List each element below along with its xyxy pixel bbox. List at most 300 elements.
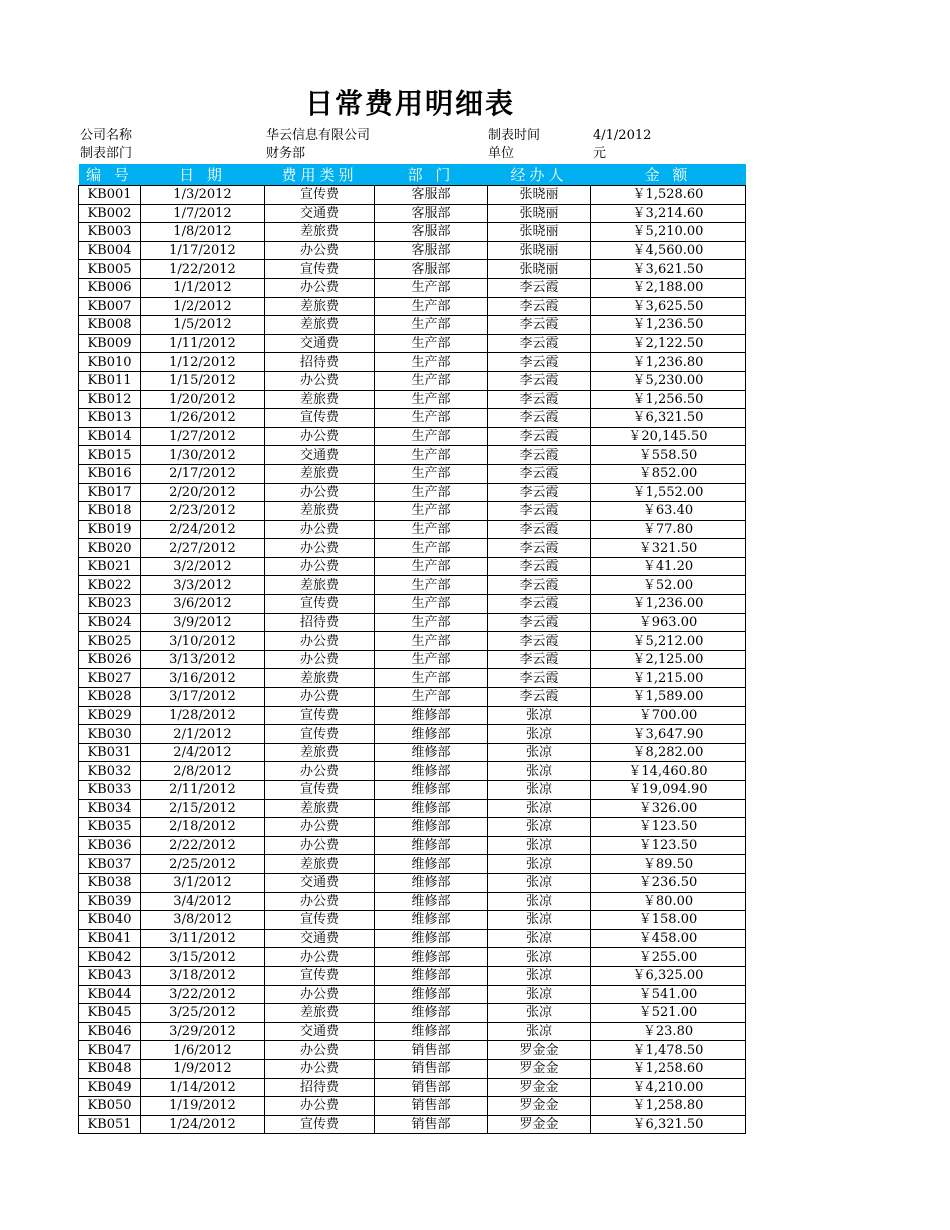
cell-amount[interactable]: ￥1,256.50 [591, 390, 746, 409]
cell-date[interactable]: 1/11/2012 [141, 334, 265, 353]
cell-amount[interactable]: ￥963.00 [591, 613, 746, 632]
cell-amount[interactable]: ￥1,258.80 [591, 1097, 746, 1116]
cell-handler[interactable]: 李云霞 [488, 632, 591, 651]
cell-department[interactable]: 客服部 [375, 223, 488, 242]
cell-handler[interactable]: 张凉 [488, 743, 591, 762]
cell-handler[interactable]: 张晓丽 [488, 223, 591, 242]
cell-category[interactable]: 办公费 [265, 278, 375, 297]
cell-category[interactable]: 差旅费 [265, 855, 375, 874]
cell-date[interactable]: 1/26/2012 [141, 409, 265, 428]
cell-date[interactable]: 1/22/2012 [141, 260, 265, 279]
cell-handler[interactable]: 李云霞 [488, 464, 591, 483]
cell-department[interactable]: 生产部 [375, 278, 488, 297]
cell-id[interactable]: KB018 [79, 502, 141, 521]
cell-department[interactable]: 生产部 [375, 650, 488, 669]
cell-id[interactable]: KB031 [79, 743, 141, 762]
cell-date[interactable]: 1/20/2012 [141, 390, 265, 409]
cell-id[interactable]: KB024 [79, 613, 141, 632]
cell-category[interactable]: 差旅费 [265, 502, 375, 521]
header-department[interactable]: 部 门 [375, 164, 488, 186]
cell-amount[interactable]: ￥41.20 [591, 557, 746, 576]
cell-handler[interactable]: 李云霞 [488, 669, 591, 688]
cell-amount[interactable]: ￥1,478.50 [591, 1041, 746, 1060]
cell-date[interactable]: 3/3/2012 [141, 576, 265, 595]
cell-category[interactable]: 办公费 [265, 1097, 375, 1116]
cell-id[interactable]: KB021 [79, 557, 141, 576]
cell-category[interactable]: 宣传费 [265, 911, 375, 930]
cell-department[interactable]: 销售部 [375, 1041, 488, 1060]
cell-category[interactable]: 办公费 [265, 688, 375, 707]
cell-handler[interactable]: 罗金金 [488, 1078, 591, 1097]
cell-amount[interactable]: ￥558.50 [591, 446, 746, 465]
cell-date[interactable]: 2/15/2012 [141, 799, 265, 818]
cell-amount[interactable]: ￥23.80 [591, 1022, 746, 1041]
cell-amount[interactable]: ￥158.00 [591, 911, 746, 930]
cell-department[interactable]: 客服部 [375, 260, 488, 279]
cell-date[interactable]: 2/1/2012 [141, 725, 265, 744]
cell-handler[interactable]: 张凉 [488, 911, 591, 930]
cell-id[interactable]: KB047 [79, 1041, 141, 1060]
cell-handler[interactable]: 李云霞 [488, 334, 591, 353]
cell-date[interactable]: 1/24/2012 [141, 1115, 265, 1134]
cell-department[interactable]: 维修部 [375, 836, 488, 855]
cell-date[interactable]: 1/2/2012 [141, 297, 265, 316]
cell-amount[interactable]: ￥1,528.60 [591, 186, 746, 205]
cell-id[interactable]: KB025 [79, 632, 141, 651]
cell-date[interactable]: 2/24/2012 [141, 520, 265, 539]
cell-amount[interactable]: ￥52.00 [591, 576, 746, 595]
cell-amount[interactable]: ￥1,552.00 [591, 483, 746, 502]
cell-department[interactable]: 生产部 [375, 334, 488, 353]
cell-handler[interactable]: 李云霞 [488, 316, 591, 335]
cell-category[interactable]: 办公费 [265, 1059, 375, 1078]
cell-handler[interactable]: 李云霞 [488, 297, 591, 316]
cell-category[interactable]: 招待费 [265, 613, 375, 632]
cell-handler[interactable]: 李云霞 [488, 520, 591, 539]
cell-department[interactable]: 销售部 [375, 1115, 488, 1134]
cell-date[interactable]: 1/6/2012 [141, 1041, 265, 1060]
cell-category[interactable]: 宣传费 [265, 1115, 375, 1134]
cell-id[interactable]: KB022 [79, 576, 141, 595]
cell-date[interactable]: 3/4/2012 [141, 892, 265, 911]
cell-category[interactable]: 差旅费 [265, 669, 375, 688]
cell-handler[interactable]: 张凉 [488, 818, 591, 837]
cell-department[interactable]: 维修部 [375, 911, 488, 930]
cell-id[interactable]: KB017 [79, 483, 141, 502]
cell-amount[interactable]: ￥321.50 [591, 539, 746, 558]
cell-handler[interactable]: 李云霞 [488, 483, 591, 502]
cell-id[interactable]: KB044 [79, 985, 141, 1004]
cell-handler[interactable]: 张凉 [488, 855, 591, 874]
cell-date[interactable]: 1/19/2012 [141, 1097, 265, 1116]
cell-amount[interactable]: ￥14,460.80 [591, 762, 746, 781]
cell-handler[interactable]: 罗金金 [488, 1041, 591, 1060]
cell-amount[interactable]: ￥63.40 [591, 502, 746, 521]
cell-handler[interactable]: 张凉 [488, 836, 591, 855]
header-handler[interactable]: 经办人 [488, 164, 591, 186]
cell-date[interactable]: 1/14/2012 [141, 1078, 265, 1097]
cell-handler[interactable]: 张凉 [488, 1022, 591, 1041]
cell-category[interactable]: 办公费 [265, 650, 375, 669]
cell-handler[interactable]: 李云霞 [488, 353, 591, 372]
cell-department[interactable]: 生产部 [375, 576, 488, 595]
cell-department[interactable]: 销售部 [375, 1078, 488, 1097]
cell-category[interactable]: 差旅费 [265, 576, 375, 595]
cell-handler[interactable]: 李云霞 [488, 502, 591, 521]
cell-date[interactable]: 2/22/2012 [141, 836, 265, 855]
cell-handler[interactable]: 张凉 [488, 725, 591, 744]
cell-amount[interactable]: ￥1,589.00 [591, 688, 746, 707]
cell-handler[interactable]: 张晓丽 [488, 204, 591, 223]
cell-id[interactable]: KB019 [79, 520, 141, 539]
cell-amount[interactable]: ￥4,210.00 [591, 1078, 746, 1097]
cell-department[interactable]: 维修部 [375, 818, 488, 837]
cell-date[interactable]: 1/30/2012 [141, 446, 265, 465]
cell-department[interactable]: 维修部 [375, 929, 488, 948]
cell-date[interactable]: 1/5/2012 [141, 316, 265, 335]
cell-id[interactable]: KB037 [79, 855, 141, 874]
cell-handler[interactable]: 李云霞 [488, 278, 591, 297]
cell-handler[interactable]: 张凉 [488, 799, 591, 818]
cell-date[interactable]: 3/10/2012 [141, 632, 265, 651]
cell-category[interactable]: 差旅费 [265, 799, 375, 818]
cell-id[interactable]: KB030 [79, 725, 141, 744]
cell-department[interactable]: 生产部 [375, 613, 488, 632]
cell-department[interactable]: 客服部 [375, 186, 488, 205]
cell-handler[interactable]: 张凉 [488, 781, 591, 800]
cell-amount[interactable]: ￥1,258.60 [591, 1059, 746, 1078]
header-amount[interactable]: 金 额 [591, 164, 746, 186]
header-category[interactable]: 费用类别 [265, 164, 375, 186]
cell-id[interactable]: KB003 [79, 223, 141, 242]
cell-handler[interactable]: 张晓丽 [488, 260, 591, 279]
cell-id[interactable]: KB041 [79, 929, 141, 948]
cell-handler[interactable]: 张凉 [488, 966, 591, 985]
cell-date[interactable]: 2/11/2012 [141, 781, 265, 800]
cell-amount[interactable]: ￥5,230.00 [591, 371, 746, 390]
cell-id[interactable]: KB039 [79, 892, 141, 911]
cell-date[interactable]: 3/15/2012 [141, 948, 265, 967]
cell-date[interactable]: 3/25/2012 [141, 1004, 265, 1023]
cell-amount[interactable]: ￥3,647.90 [591, 725, 746, 744]
cell-department[interactable]: 生产部 [375, 502, 488, 521]
cell-category[interactable]: 宣传费 [265, 186, 375, 205]
cell-date[interactable]: 1/3/2012 [141, 186, 265, 205]
cell-category[interactable]: 办公费 [265, 520, 375, 539]
cell-amount[interactable]: ￥1,236.00 [591, 595, 746, 614]
cell-id[interactable]: KB001 [79, 186, 141, 205]
cell-id[interactable]: KB026 [79, 650, 141, 669]
cell-handler[interactable]: 张凉 [488, 929, 591, 948]
cell-date[interactable]: 3/13/2012 [141, 650, 265, 669]
cell-department[interactable]: 维修部 [375, 1022, 488, 1041]
cell-category[interactable]: 宣传费 [265, 260, 375, 279]
cell-category[interactable]: 办公费 [265, 1041, 375, 1060]
cell-date[interactable]: 2/4/2012 [141, 743, 265, 762]
cell-amount[interactable]: ￥19,094.90 [591, 781, 746, 800]
cell-category[interactable]: 招待费 [265, 1078, 375, 1097]
cell-id[interactable]: KB050 [79, 1097, 141, 1116]
cell-date[interactable]: 1/8/2012 [141, 223, 265, 242]
cell-category[interactable]: 办公费 [265, 948, 375, 967]
cell-department[interactable]: 生产部 [375, 297, 488, 316]
cell-category[interactable]: 办公费 [265, 762, 375, 781]
cell-id[interactable]: KB015 [79, 446, 141, 465]
cell-date[interactable]: 3/22/2012 [141, 985, 265, 1004]
cell-id[interactable]: KB005 [79, 260, 141, 279]
cell-amount[interactable]: ￥5,212.00 [591, 632, 746, 651]
cell-department[interactable]: 维修部 [375, 743, 488, 762]
cell-category[interactable]: 办公费 [265, 539, 375, 558]
cell-amount[interactable]: ￥2,188.00 [591, 278, 746, 297]
cell-id[interactable]: KB040 [79, 911, 141, 930]
cell-amount[interactable]: ￥3,214.60 [591, 204, 746, 223]
cell-amount[interactable]: ￥5,210.00 [591, 223, 746, 242]
cell-date[interactable]: 3/2/2012 [141, 557, 265, 576]
cell-handler[interactable]: 张晓丽 [488, 186, 591, 205]
cell-amount[interactable]: ￥123.50 [591, 818, 746, 837]
cell-category[interactable]: 办公费 [265, 632, 375, 651]
cell-id[interactable]: KB002 [79, 204, 141, 223]
cell-handler[interactable]: 李云霞 [488, 688, 591, 707]
cell-category[interactable]: 差旅费 [265, 390, 375, 409]
cell-id[interactable]: KB043 [79, 966, 141, 985]
cell-id[interactable]: KB014 [79, 427, 141, 446]
cell-handler[interactable]: 李云霞 [488, 595, 591, 614]
cell-handler[interactable]: 张凉 [488, 706, 591, 725]
cell-id[interactable]: KB051 [79, 1115, 141, 1134]
cell-category[interactable]: 宣传费 [265, 409, 375, 428]
cell-amount[interactable]: ￥852.00 [591, 464, 746, 483]
cell-amount[interactable]: ￥2,125.00 [591, 650, 746, 669]
cell-date[interactable]: 2/18/2012 [141, 818, 265, 837]
header-id[interactable]: 编 号 [79, 164, 141, 186]
cell-department[interactable]: 维修部 [375, 985, 488, 1004]
cell-department[interactable]: 生产部 [375, 390, 488, 409]
cell-amount[interactable]: ￥123.50 [591, 836, 746, 855]
cell-date[interactable]: 2/23/2012 [141, 502, 265, 521]
cell-handler[interactable]: 张凉 [488, 948, 591, 967]
cell-category[interactable]: 办公费 [265, 836, 375, 855]
cell-category[interactable]: 差旅费 [265, 1004, 375, 1023]
cell-amount[interactable]: ￥458.00 [591, 929, 746, 948]
cell-handler[interactable]: 张凉 [488, 762, 591, 781]
cell-department[interactable]: 维修部 [375, 799, 488, 818]
cell-date[interactable]: 3/11/2012 [141, 929, 265, 948]
cell-date[interactable]: 2/25/2012 [141, 855, 265, 874]
cell-date[interactable]: 1/12/2012 [141, 353, 265, 372]
cell-handler[interactable]: 张晓丽 [488, 241, 591, 260]
cell-amount[interactable]: ￥541.00 [591, 985, 746, 1004]
cell-id[interactable]: KB016 [79, 464, 141, 483]
cell-department[interactable]: 生产部 [375, 539, 488, 558]
cell-department[interactable]: 维修部 [375, 948, 488, 967]
cell-handler[interactable]: 李云霞 [488, 557, 591, 576]
cell-id[interactable]: KB029 [79, 706, 141, 725]
cell-department[interactable]: 维修部 [375, 725, 488, 744]
cell-category[interactable]: 办公费 [265, 818, 375, 837]
cell-category[interactable]: 办公费 [265, 427, 375, 446]
cell-id[interactable]: KB011 [79, 371, 141, 390]
cell-category[interactable]: 交通费 [265, 929, 375, 948]
cell-id[interactable]: KB028 [79, 688, 141, 707]
cell-date[interactable]: 2/17/2012 [141, 464, 265, 483]
cell-handler[interactable]: 罗金金 [488, 1059, 591, 1078]
cell-id[interactable]: KB038 [79, 873, 141, 892]
cell-id[interactable]: KB009 [79, 334, 141, 353]
cell-department[interactable]: 生产部 [375, 316, 488, 335]
cell-category[interactable]: 办公费 [265, 241, 375, 260]
cell-department[interactable]: 维修部 [375, 855, 488, 874]
cell-department[interactable]: 销售部 [375, 1097, 488, 1116]
cell-category[interactable]: 办公费 [265, 483, 375, 502]
cell-department[interactable]: 生产部 [375, 353, 488, 372]
cell-department[interactable]: 生产部 [375, 669, 488, 688]
cell-department[interactable]: 维修部 [375, 892, 488, 911]
cell-category[interactable]: 差旅费 [265, 464, 375, 483]
cell-amount[interactable]: ￥255.00 [591, 948, 746, 967]
cell-department[interactable]: 客服部 [375, 204, 488, 223]
cell-id[interactable]: KB004 [79, 241, 141, 260]
cell-department[interactable]: 生产部 [375, 371, 488, 390]
cell-category[interactable]: 宣传费 [265, 595, 375, 614]
cell-date[interactable]: 1/7/2012 [141, 204, 265, 223]
cell-id[interactable]: KB023 [79, 595, 141, 614]
cell-category[interactable]: 交通费 [265, 204, 375, 223]
cell-amount[interactable]: ￥20,145.50 [591, 427, 746, 446]
cell-date[interactable]: 3/29/2012 [141, 1022, 265, 1041]
cell-handler[interactable]: 李云霞 [488, 390, 591, 409]
cell-handler[interactable]: 李云霞 [488, 371, 591, 390]
cell-date[interactable]: 3/9/2012 [141, 613, 265, 632]
cell-department[interactable]: 生产部 [375, 557, 488, 576]
cell-date[interactable]: 3/16/2012 [141, 669, 265, 688]
cell-department[interactable]: 生产部 [375, 464, 488, 483]
cell-amount[interactable]: ￥3,625.50 [591, 297, 746, 316]
cell-date[interactable]: 3/8/2012 [141, 911, 265, 930]
cell-date[interactable]: 2/20/2012 [141, 483, 265, 502]
cell-date[interactable]: 1/1/2012 [141, 278, 265, 297]
cell-id[interactable]: KB020 [79, 539, 141, 558]
cell-id[interactable]: KB027 [79, 669, 141, 688]
cell-date[interactable]: 3/6/2012 [141, 595, 265, 614]
header-date[interactable]: 日 期 [141, 164, 265, 186]
cell-handler[interactable]: 张凉 [488, 1004, 591, 1023]
cell-department[interactable]: 生产部 [375, 446, 488, 465]
cell-amount[interactable]: ￥521.00 [591, 1004, 746, 1023]
cell-category[interactable]: 交通费 [265, 334, 375, 353]
cell-department[interactable]: 生产部 [375, 483, 488, 502]
cell-id[interactable]: KB006 [79, 278, 141, 297]
cell-handler[interactable]: 张凉 [488, 892, 591, 911]
cell-amount[interactable]: ￥77.80 [591, 520, 746, 539]
cell-amount[interactable]: ￥326.00 [591, 799, 746, 818]
cell-department[interactable]: 生产部 [375, 520, 488, 539]
cell-id[interactable]: KB012 [79, 390, 141, 409]
cell-department[interactable]: 维修部 [375, 706, 488, 725]
cell-department[interactable]: 客服部 [375, 241, 488, 260]
cell-category[interactable]: 办公费 [265, 892, 375, 911]
cell-id[interactable]: KB032 [79, 762, 141, 781]
cell-department[interactable]: 生产部 [375, 595, 488, 614]
cell-department[interactable]: 生产部 [375, 409, 488, 428]
cell-date[interactable]: 1/17/2012 [141, 241, 265, 260]
cell-handler[interactable]: 李云霞 [488, 650, 591, 669]
cell-date[interactable]: 2/27/2012 [141, 539, 265, 558]
cell-date[interactable]: 1/27/2012 [141, 427, 265, 446]
cell-handler[interactable]: 李云霞 [488, 409, 591, 428]
cell-department[interactable]: 维修部 [375, 873, 488, 892]
cell-amount[interactable]: ￥236.50 [591, 873, 746, 892]
cell-handler[interactable]: 张凉 [488, 985, 591, 1004]
cell-date[interactable]: 1/15/2012 [141, 371, 265, 390]
cell-id[interactable]: KB013 [79, 409, 141, 428]
cell-id[interactable]: KB045 [79, 1004, 141, 1023]
cell-amount[interactable]: ￥6,321.50 [591, 1115, 746, 1134]
cell-department[interactable]: 维修部 [375, 781, 488, 800]
cell-id[interactable]: KB049 [79, 1078, 141, 1097]
cell-category[interactable]: 宣传费 [265, 781, 375, 800]
cell-amount[interactable]: ￥700.00 [591, 706, 746, 725]
cell-category[interactable]: 宣传费 [265, 706, 375, 725]
cell-id[interactable]: KB042 [79, 948, 141, 967]
cell-id[interactable]: KB046 [79, 1022, 141, 1041]
cell-department[interactable]: 销售部 [375, 1059, 488, 1078]
cell-id[interactable]: KB007 [79, 297, 141, 316]
cell-date[interactable]: 1/9/2012 [141, 1059, 265, 1078]
cell-department[interactable]: 维修部 [375, 762, 488, 781]
cell-id[interactable]: KB033 [79, 781, 141, 800]
cell-handler[interactable]: 李云霞 [488, 539, 591, 558]
cell-category[interactable]: 交通费 [265, 1022, 375, 1041]
cell-category[interactable]: 宣传费 [265, 966, 375, 985]
cell-handler[interactable]: 罗金金 [488, 1097, 591, 1116]
cell-category[interactable]: 差旅费 [265, 297, 375, 316]
cell-amount[interactable]: ￥6,325.00 [591, 966, 746, 985]
cell-id[interactable]: KB048 [79, 1059, 141, 1078]
cell-handler[interactable]: 李云霞 [488, 613, 591, 632]
cell-handler[interactable]: 张凉 [488, 873, 591, 892]
cell-amount[interactable]: ￥4,560.00 [591, 241, 746, 260]
cell-department[interactable]: 生产部 [375, 688, 488, 707]
cell-id[interactable]: KB008 [79, 316, 141, 335]
cell-category[interactable]: 差旅费 [265, 223, 375, 242]
cell-amount[interactable]: ￥2,122.50 [591, 334, 746, 353]
cell-handler[interactable]: 罗金金 [488, 1115, 591, 1134]
cell-date[interactable]: 3/17/2012 [141, 688, 265, 707]
cell-category[interactable]: 交通费 [265, 873, 375, 892]
cell-handler[interactable]: 李云霞 [488, 576, 591, 595]
cell-category[interactable]: 差旅费 [265, 316, 375, 335]
cell-category[interactable]: 办公费 [265, 371, 375, 390]
cell-date[interactable]: 1/28/2012 [141, 706, 265, 725]
cell-handler[interactable]: 李云霞 [488, 446, 591, 465]
cell-amount[interactable]: ￥1,236.50 [591, 316, 746, 335]
cell-handler[interactable]: 李云霞 [488, 427, 591, 446]
cell-category[interactable]: 办公费 [265, 557, 375, 576]
cell-category[interactable]: 招待费 [265, 353, 375, 372]
cell-amount[interactable]: ￥8,282.00 [591, 743, 746, 762]
cell-date[interactable]: 2/8/2012 [141, 762, 265, 781]
cell-id[interactable]: KB034 [79, 799, 141, 818]
cell-id[interactable]: KB036 [79, 836, 141, 855]
cell-category[interactable]: 办公费 [265, 985, 375, 1004]
cell-amount[interactable]: ￥6,321.50 [591, 409, 746, 428]
cell-id[interactable]: KB010 [79, 353, 141, 372]
cell-date[interactable]: 3/18/2012 [141, 966, 265, 985]
cell-category[interactable]: 交通费 [265, 446, 375, 465]
cell-amount[interactable]: ￥80.00 [591, 892, 746, 911]
